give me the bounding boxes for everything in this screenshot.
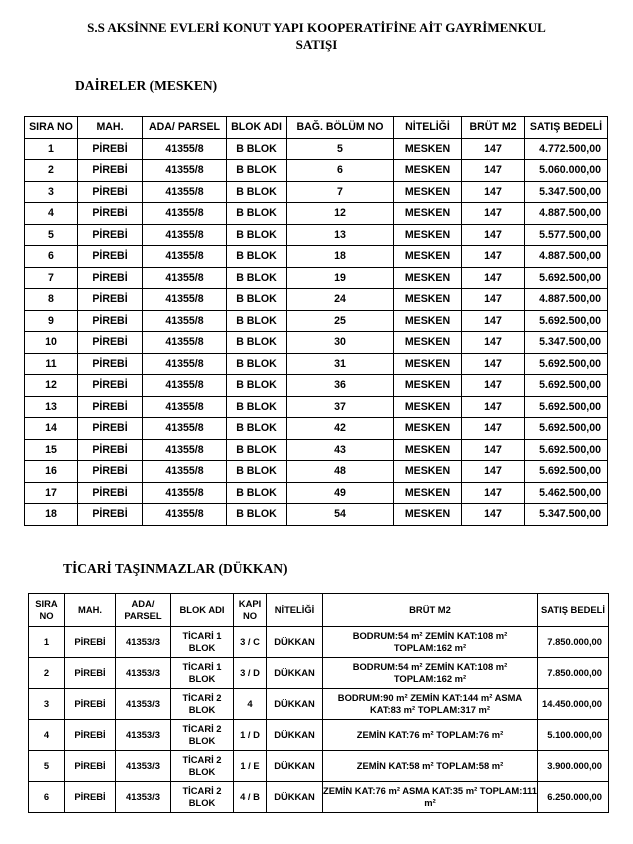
table-cell: B BLOK — [227, 353, 287, 375]
table-row — [25, 396, 608, 418]
table-row — [25, 418, 608, 440]
table-cell: 2 — [29, 658, 65, 689]
table-cell: PİREBİ — [78, 461, 143, 483]
table-cell: 6 — [287, 160, 394, 182]
table-cell: B BLOK — [227, 160, 287, 182]
table-cell: 5.692.500,00 — [525, 461, 608, 483]
table-cell: 9 — [25, 310, 78, 332]
column-header: ADA/ PARSEL — [143, 117, 227, 139]
table-cell: TİCARİ 1 BLOK — [171, 658, 234, 689]
table-cell: MESKEN — [394, 160, 462, 182]
table-cell: PİREBİ — [78, 160, 143, 182]
table-cell: TİCARİ 2 BLOK — [171, 782, 234, 813]
apartments-header-row — [25, 117, 608, 139]
table-cell: 41355/8 — [143, 396, 227, 418]
table-cell: 5.462.500,00 — [525, 482, 608, 504]
shops-header-row — [29, 594, 609, 627]
table-cell: PİREBİ — [78, 203, 143, 225]
table-cell: TİCARİ 2 BLOK — [171, 751, 234, 782]
table-cell: ZEMİN KAT:58 m² TOPLAM:58 m² — [323, 751, 538, 782]
table-cell: 5.100.000,00 — [538, 720, 609, 751]
table-cell: PİREBİ — [65, 658, 116, 689]
table-cell: 147 — [462, 224, 525, 246]
table-cell: PİREBİ — [78, 396, 143, 418]
table-cell: MESKEN — [394, 224, 462, 246]
column-header: NİTELİĞİ — [394, 117, 462, 139]
table-cell: PİREBİ — [78, 418, 143, 440]
column-header: BRÜT M2 — [462, 117, 525, 139]
table-cell: TİCARİ 1 BLOK — [171, 627, 234, 658]
table-cell: 147 — [462, 353, 525, 375]
table-cell: PİREBİ — [78, 482, 143, 504]
column-header: SIRA NO — [25, 117, 78, 139]
table-row — [29, 689, 609, 720]
table-cell: PİREBİ — [78, 332, 143, 354]
table-cell: MESKEN — [394, 439, 462, 461]
table-row — [25, 332, 608, 354]
table-cell: 19 — [287, 267, 394, 289]
table-cell: MESKEN — [394, 246, 462, 268]
table-row — [25, 224, 608, 246]
table-cell: B BLOK — [227, 246, 287, 268]
document-title-line2: SATIŞI — [295, 37, 338, 52]
table-cell: 49 — [287, 482, 394, 504]
table-cell: B BLOK — [227, 418, 287, 440]
table-cell: MESKEN — [394, 181, 462, 203]
table-cell: 18 — [25, 504, 78, 526]
table-cell: 5.692.500,00 — [525, 375, 608, 397]
table-cell: PİREBİ — [78, 439, 143, 461]
table-cell: PİREBİ — [78, 289, 143, 311]
table-row — [25, 246, 608, 268]
table-cell: B BLOK — [227, 332, 287, 354]
table-cell: DÜKKAN — [267, 658, 323, 689]
table-cell: 147 — [462, 246, 525, 268]
table-cell: 43 — [287, 439, 394, 461]
table-cell: 48 — [287, 461, 394, 483]
table-cell: PİREBİ — [78, 353, 143, 375]
column-header: BLOK ADI — [171, 594, 234, 627]
table-cell: 41353/3 — [116, 751, 171, 782]
table-cell: 3 — [25, 181, 78, 203]
table-cell: 1 — [29, 627, 65, 658]
table-cell: 30 — [287, 332, 394, 354]
table-cell: 5.060.000,00 — [525, 160, 608, 182]
column-header: BRÜT M2 — [323, 594, 538, 627]
table-cell: 17 — [25, 482, 78, 504]
table-cell: 5.692.500,00 — [525, 396, 608, 418]
table-cell: 1 — [25, 138, 78, 160]
table-cell: DÜKKAN — [267, 627, 323, 658]
table-cell: 41355/8 — [143, 439, 227, 461]
table-cell: 147 — [462, 138, 525, 160]
table-cell: B BLOK — [227, 461, 287, 483]
column-header: ADA/ PARSEL — [116, 594, 171, 627]
table-cell: 5 — [25, 224, 78, 246]
table-cell: B BLOK — [227, 138, 287, 160]
column-header: MAH. — [78, 117, 143, 139]
table-cell: BODRUM:54 m² ZEMİN KAT:108 m² TOPLAM:162 m² — [323, 627, 538, 658]
column-header: SATIŞ BEDELİ — [538, 594, 609, 627]
table-cell: 41355/8 — [143, 504, 227, 526]
table-cell: 147 — [462, 418, 525, 440]
table-cell: B BLOK — [227, 203, 287, 225]
table-cell: 18 — [287, 246, 394, 268]
table-cell: PİREBİ — [78, 181, 143, 203]
table-cell: MESKEN — [394, 418, 462, 440]
table-cell: B BLOK — [227, 224, 287, 246]
table-cell: 14.450.000,00 — [538, 689, 609, 720]
table-row — [25, 504, 608, 526]
table-row — [25, 482, 608, 504]
table-cell: 5.692.500,00 — [525, 310, 608, 332]
table-cell: 2 — [25, 160, 78, 182]
table-cell: 5.347.500,00 — [525, 181, 608, 203]
table-cell: 41355/8 — [143, 310, 227, 332]
table-row — [25, 375, 608, 397]
table-cell: 54 — [287, 504, 394, 526]
document-title-line1: S.S AKSİNNE EVLERİ KONUT YAPI KOOPERATİFİNE AİT GAYRİMENKUL — [87, 20, 546, 35]
table-cell: 5 — [29, 751, 65, 782]
table-cell: B BLOK — [227, 375, 287, 397]
table-cell: 15 — [25, 439, 78, 461]
table-cell: 41355/8 — [143, 224, 227, 246]
table-cell: 7.850.000,00 — [538, 658, 609, 689]
table-row — [25, 353, 608, 375]
table-cell: 31 — [287, 353, 394, 375]
table-cell: 6 — [29, 782, 65, 813]
table-cell: 3.900.000,00 — [538, 751, 609, 782]
column-header: SATIŞ BEDELİ — [525, 117, 608, 139]
table-cell: PİREBİ — [78, 224, 143, 246]
table-cell: 41355/8 — [143, 461, 227, 483]
shops-table — [28, 593, 609, 813]
table-cell: 147 — [462, 267, 525, 289]
table-cell: 147 — [462, 482, 525, 504]
table-cell: MESKEN — [394, 375, 462, 397]
table-cell: MESKEN — [394, 203, 462, 225]
table-cell: 147 — [462, 181, 525, 203]
table-cell: 42 — [287, 418, 394, 440]
table-cell: PİREBİ — [65, 782, 116, 813]
table-cell: 41355/8 — [143, 138, 227, 160]
table-cell: 41353/3 — [116, 658, 171, 689]
table-cell: B BLOK — [227, 396, 287, 418]
table-cell: 16 — [25, 461, 78, 483]
table-cell: 4.887.500,00 — [525, 203, 608, 225]
table-cell: 1 / E — [234, 751, 267, 782]
table-cell: 41353/3 — [116, 627, 171, 658]
table-cell: MESKEN — [394, 461, 462, 483]
table-cell: 4 — [25, 203, 78, 225]
table-cell: TİCARİ 2 BLOK — [171, 720, 234, 751]
table-row — [29, 720, 609, 751]
table-cell: 5 — [287, 138, 394, 160]
table-row — [25, 138, 608, 160]
table-cell: 41355/8 — [143, 203, 227, 225]
table-row — [25, 203, 608, 225]
table-cell: PİREBİ — [78, 138, 143, 160]
table-cell: TİCARİ 2 BLOK — [171, 689, 234, 720]
table-cell: 147 — [462, 504, 525, 526]
table-cell: PİREBİ — [78, 375, 143, 397]
table-cell: DÜKKAN — [267, 720, 323, 751]
table-row — [29, 751, 609, 782]
table-cell: 147 — [462, 375, 525, 397]
table-cell: 147 — [462, 332, 525, 354]
table-cell: 4 — [29, 720, 65, 751]
table-cell: MESKEN — [394, 138, 462, 160]
table-cell: 147 — [462, 396, 525, 418]
table-cell: 4.887.500,00 — [525, 246, 608, 268]
table-cell: 41355/8 — [143, 289, 227, 311]
table-cell: 41355/8 — [143, 375, 227, 397]
table-cell: 37 — [287, 396, 394, 418]
table-cell: B BLOK — [227, 504, 287, 526]
table-cell: 5.347.500,00 — [525, 332, 608, 354]
table-cell: ZEMİN KAT:76 m² TOPLAM:76 m² — [323, 720, 538, 751]
table-cell: B BLOK — [227, 482, 287, 504]
table-cell: 41355/8 — [143, 160, 227, 182]
table-cell: 4 — [234, 689, 267, 720]
table-cell: 25 — [287, 310, 394, 332]
table-cell: 1 / D — [234, 720, 267, 751]
table-cell: PİREBİ — [65, 751, 116, 782]
table-cell: 4 / B — [234, 782, 267, 813]
table-cell: 7 — [25, 267, 78, 289]
table-cell: 5.577.500,00 — [525, 224, 608, 246]
table-cell: 13 — [25, 396, 78, 418]
column-header: MAH. — [65, 594, 116, 627]
table-cell: PİREBİ — [78, 504, 143, 526]
table-row — [25, 289, 608, 311]
column-header: KAPI NO — [234, 594, 267, 627]
table-cell: DÜKKAN — [267, 751, 323, 782]
table-cell: BODRUM:54 m² ZEMİN KAT:108 m² TOPLAM:162 m² — [323, 658, 538, 689]
table-row — [25, 181, 608, 203]
table-cell: 41355/8 — [143, 482, 227, 504]
table-cell: PİREBİ — [78, 267, 143, 289]
table-cell: 147 — [462, 160, 525, 182]
table-cell: 6.250.000,00 — [538, 782, 609, 813]
table-cell: PİREBİ — [78, 310, 143, 332]
table-cell: 6 — [25, 246, 78, 268]
table-cell: 147 — [462, 439, 525, 461]
table-cell: 3 — [29, 689, 65, 720]
table-cell: 14 — [25, 418, 78, 440]
table-row — [25, 461, 608, 483]
table-cell: 4.887.500,00 — [525, 289, 608, 311]
table-cell: PİREBİ — [65, 689, 116, 720]
table-cell: 13 — [287, 224, 394, 246]
column-header: SIRA NO — [29, 594, 65, 627]
table-cell: ZEMİN KAT:76 m² ASMA KAT:35 m² TOPLAM:111 m² — [323, 782, 538, 813]
table-cell: MESKEN — [394, 332, 462, 354]
table-cell: 41355/8 — [143, 267, 227, 289]
table-cell: 147 — [462, 289, 525, 311]
table-cell: MESKEN — [394, 310, 462, 332]
table-cell: 41355/8 — [143, 332, 227, 354]
table-cell: 41355/8 — [143, 246, 227, 268]
table-cell: DÜKKAN — [267, 782, 323, 813]
table-cell: 147 — [462, 461, 525, 483]
table-row — [25, 267, 608, 289]
column-header: BLOK ADI — [227, 117, 287, 139]
table-cell: 41355/8 — [143, 353, 227, 375]
table-cell: 5.692.500,00 — [525, 439, 608, 461]
column-header: BAĞ. BÖLÜM NO — [287, 117, 394, 139]
table-cell: PİREBİ — [65, 720, 116, 751]
table-cell: 24 — [287, 289, 394, 311]
table-cell: 5.692.500,00 — [525, 267, 608, 289]
table-cell: MESKEN — [394, 504, 462, 526]
table-cell: 41355/8 — [143, 418, 227, 440]
table-cell: 41353/3 — [116, 782, 171, 813]
table-row — [29, 627, 609, 658]
table-cell: 8 — [25, 289, 78, 311]
table-cell: 10 — [25, 332, 78, 354]
table-cell: 147 — [462, 203, 525, 225]
table-cell: PİREBİ — [78, 246, 143, 268]
table-cell: B BLOK — [227, 267, 287, 289]
table-cell: 11 — [25, 353, 78, 375]
table-cell: MESKEN — [394, 289, 462, 311]
table-cell: MESKEN — [394, 482, 462, 504]
table-cell: DÜKKAN — [267, 689, 323, 720]
table-cell: 41353/3 — [116, 689, 171, 720]
table-cell: 5.692.500,00 — [525, 418, 608, 440]
table-row — [25, 160, 608, 182]
table-cell: 5.692.500,00 — [525, 353, 608, 375]
table-cell: 147 — [462, 310, 525, 332]
table-cell: 36 — [287, 375, 394, 397]
table-cell: 41355/8 — [143, 181, 227, 203]
table-row — [25, 439, 608, 461]
table-cell: MESKEN — [394, 267, 462, 289]
table-cell: 12 — [287, 203, 394, 225]
section-heading-apartments: DAİRELER (MESKEN) — [75, 78, 218, 93]
table-cell: B BLOK — [227, 310, 287, 332]
table-cell: 41353/3 — [116, 720, 171, 751]
table-cell: PİREBİ — [65, 627, 116, 658]
table-cell: 4.772.500,00 — [525, 138, 608, 160]
section-heading-shops: TİCARİ TAŞINMAZLAR (DÜKKAN) — [63, 561, 288, 576]
table-cell: MESKEN — [394, 396, 462, 418]
table-cell: 7.850.000,00 — [538, 627, 609, 658]
table-row — [25, 310, 608, 332]
column-header: NİTELİĞİ — [267, 594, 323, 627]
table-cell: B BLOK — [227, 181, 287, 203]
apartments-table — [24, 116, 608, 526]
table-row — [29, 782, 609, 813]
table-cell: B BLOK — [227, 439, 287, 461]
table-cell: MESKEN — [394, 353, 462, 375]
table-cell: 12 — [25, 375, 78, 397]
table-cell: 7 — [287, 181, 394, 203]
table-cell: 5.347.500,00 — [525, 504, 608, 526]
table-cell: BODRUM:90 m² ZEMİN KAT:144 m² ASMA KAT:83 m² TOPLAM:317 m² — [323, 689, 538, 720]
table-cell: B BLOK — [227, 289, 287, 311]
table-cell: 3 / D — [234, 658, 267, 689]
table-row — [29, 658, 609, 689]
table-cell: 3 / C — [234, 627, 267, 658]
